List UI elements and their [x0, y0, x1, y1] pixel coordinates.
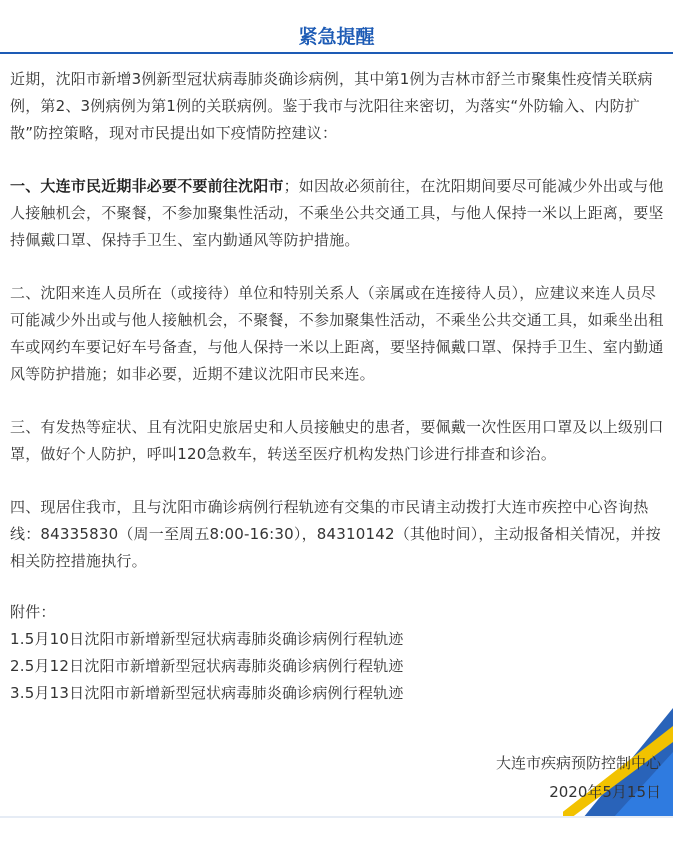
attachment-item-1: 1.5月10日沈阳市新增新型冠状病毒肺炎确诊病例行程轨迹: [10, 630, 404, 648]
item-1-text: ；如因故必须前往，在沈阳期间要尽可能减少外出或与他人接触机会，不聚餐，不参加聚集性活动，不乘坐公共交通工具，与他人保持一米以上距离，要坚持佩戴口罩、保持手卫生、室内勤通风等防护措施。: [10, 177, 664, 249]
page-title: 紧急提醒: [298, 26, 375, 48]
item-2: 二、沈阳来连人员所在（或接待）单位和特别关系人（亲属或在连接待人员），应建议来连人员尽可能减少外出或与他人接触机会，不聚餐，不参加聚集性活动，不乘坐公共交通工具，如乘坐出租车或网约车要记好车号备查，与他人保持一米以上距离，要坚持佩戴口罩、保持手卫生、室内勤通风等防护措施；如非必要，近期不建议沈阳市民来连。: [10, 284, 664, 383]
item-4: 四、现居住我市，且与沈阳市确诊病例行程轨迹有交集的市民请主动拨打大连市疾控中心咨询热线：84335830（周一至周五8:00-16:30），84310142（其他时间），主动报备相关情况，并按相关防控措施执行。: [10, 498, 661, 570]
title-bar: [0, 18, 673, 54]
intro-paragraph: 近期，沈阳市新增3例新型冠状病毒肺炎确诊病例，其中第1例为吉林市舒兰市聚集性疫情关联病例，第2、3例病例为第1例的关联病例。鉴于我市与沈阳往来密切，为落实“外防输入、内防扩散”防控策略，现对市民提出如下疫情防控建议：: [10, 70, 653, 142]
attachment-item-2: 2.5月12日沈阳市新增新型冠状病毒肺炎确诊病例行程轨迹: [10, 657, 404, 675]
signature-org: 大连市疾病预防控制中心: [495, 754, 661, 772]
item-1-lead: 一、大连市民近期非必要不要前往沈阳市: [10, 177, 284, 195]
item-1: [10, 173, 665, 254]
notice-body: [10, 66, 665, 707]
item-3: 三、有发热等症状、且有沈阳史旅居史和人员接触史的患者，要佩戴一次性医用口罩及以上级别口罩，做好个人防护，呼叫120急救车，转送至医疗机构发热门诊进行排查和诊治。: [10, 418, 664, 463]
signature-date: 2020年5月15日: [549, 783, 661, 801]
attachment-item-3: 3.5月13日沈阳市新增新型冠状病毒肺炎确诊病例行程轨迹: [10, 684, 404, 702]
attachments-label: 附件：: [10, 603, 56, 621]
bottom-divider: [0, 816, 673, 818]
